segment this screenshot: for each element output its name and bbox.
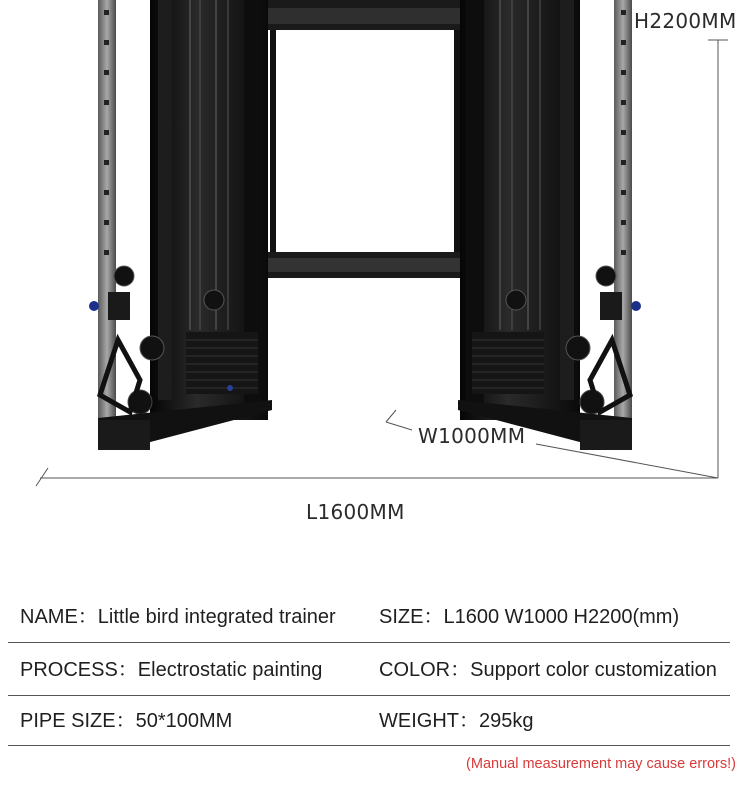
spec-pipe-size: PIPE SIZE：50*100MM <box>20 710 233 732</box>
spec-divider <box>8 695 730 696</box>
right-tower <box>458 0 641 450</box>
spec-row <box>0 594 750 640</box>
spec-row <box>0 698 750 744</box>
height-dimension-label: H2200MM <box>634 9 737 33</box>
spec-process: PROCESS：Electrostatic painting <box>20 659 323 681</box>
length-dimension-label: L1600MM <box>306 500 405 524</box>
center-crossbars <box>265 0 465 278</box>
spec-size: SIZE：L1600 W1000 H2200(mm) <box>379 606 680 628</box>
spec-weight: WEIGHT：295kg <box>379 710 534 732</box>
measurement-note: (Manual measurement may cause errors!) <box>466 756 736 772</box>
weight-stack-icon <box>186 332 258 394</box>
spec-color: COLOR：Support color customization <box>379 659 717 681</box>
spec-divider <box>8 745 730 746</box>
spec-name: NAME：Little bird integrated trainer <box>20 606 336 628</box>
spec-row <box>0 647 750 693</box>
left-tower <box>89 0 272 450</box>
width-dimension-label: W1000MM <box>418 424 526 448</box>
weight-stack-icon <box>472 332 544 394</box>
spec-divider <box>8 642 730 643</box>
